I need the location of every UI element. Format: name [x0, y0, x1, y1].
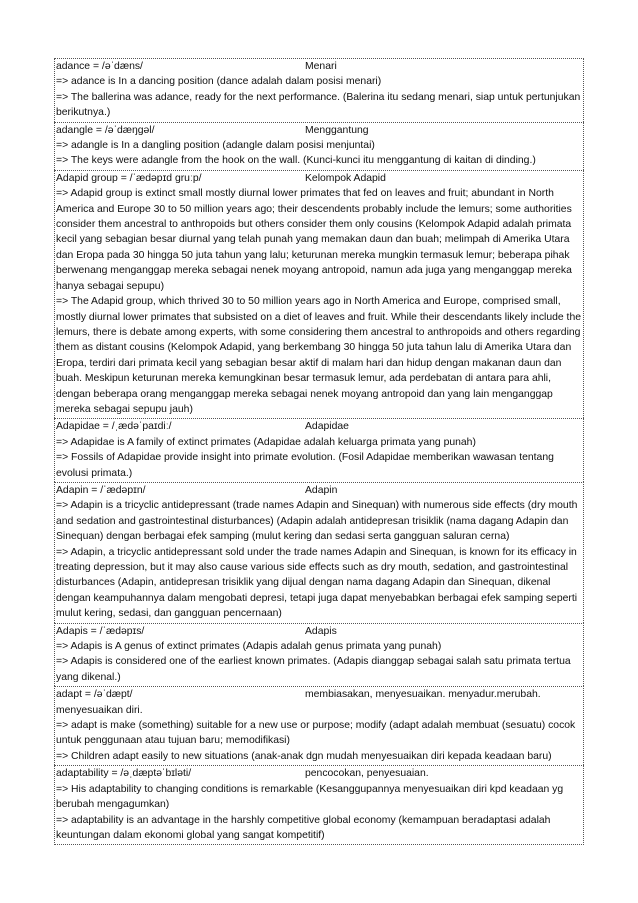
entry-example: => The Adapid group, which thrived 30 to 50 million years ago in North America and Europe, comprised small, mostly diurnal lower primates that subsisted on a diet of leaves and fruit. While their descendants likely include the lemurs, there is debate among experts, with some considering them ancestral to anthropoids and others regarding them as distant cousins (Kelompok Adapid, yang berkembang 30 hingga 50 juta tahun lalu di Amerika Utara dan Eropa, terdiri dari primata kecil yang sebagian besar aktif di malam hari dan hidup dengan makanan daun dan buah. Meskipun keturunan mereka kemungkinan besar termasuk lemur, ada perdebatan di antara para ahli, dengan beberapa orang menganggap mereka sebagai nenek moyang antropoid dan yang lain menganggap mereka sebagai sepupu jauh) — [56, 296, 581, 415]
entry-translation: Kelompok Adapid — [305, 172, 386, 184]
entry-definition: => Adapis is A genus of extinct primates (Adapis adalah genus primata yang punah) — [56, 641, 442, 653]
entry-term: Adapidae = /ˌædəˈpaɪdiː/ — [56, 421, 172, 433]
entry-example: => The keys were adangle from the hook on the wall. (Kunci-kunci itu menggantung di kaitan di dinding.) — [56, 155, 536, 167]
entry-example: => adaptability is an advantage in the harshly competitive global economy (kemampuan beradaptasi adalah keuntungan dalam ekonomi global yang sangat kompetitif) — [56, 814, 551, 841]
entry-header — [56, 419, 583, 434]
dictionary-document — [54, 58, 584, 845]
entry-definition: => adapt is make (something) suitable for a new use or purpose; modify (adapt adalah membuat (sesuatu) cocok untuk penggunaan atau tujuan baru; memodifikasi) — [56, 720, 576, 747]
entry-adapid-group — [54, 170, 584, 419]
entry-translation: Menari — [305, 61, 337, 72]
entry-definition: => Adapin is a tricyclic antidepressant (trade names Adapin and Sinequan) with numerous side effects (dry mouth and sedation and gastrointestinal disturbances) (Adapin adalah antidepresan trisiklik (nama dagang Adapin dan Sinequan) dengan berbagai efek samping (mulut kering dan sedasi serta gangguan saluran cerna) — [56, 500, 578, 543]
entry-header — [56, 766, 583, 781]
entry-term: Adapid group = /ˈædəpɪd gruːp/ — [56, 172, 202, 184]
entry-translation: membiasakan, menyesuaikan. menyadur.merubah. — [305, 689, 541, 701]
entry-example: => Children adapt easily to new situations (anak-anak dgn mudah menyesuaikan diri kepada keadaan baru) — [56, 750, 552, 762]
entry-header — [56, 624, 583, 639]
entry-adapis — [54, 623, 584, 687]
entry-definition: => Adapid group is extinct small mostly diurnal lower primates that fed on leaves and fruit; abundant in North America and Europe 30 to 50 million years ago; their descendents probably include the lemurs; some authorities consider them ancestral to anthropoids but others consider them only cousins (Kelompok Adapid adalah primata kecil yang sebagian besar diurnal yang telah punah yang memakan daun dan buah; melimpah di Amerika Utara dan Eropa pada 30 hingga 50 juta tahun yang lalu; keturunan mereka mungkin termasuk lemur; beberapa pihak berwenang menganggap mereka sebagai nenek moyang antropoid, namun ada juga yang menganggap mereka hanya sebagai sepupu) — [56, 188, 572, 292]
entry-term: adaptability = /əˌdæptəˈbɪləti/ — [56, 768, 192, 780]
entry-translation: Adapidae — [305, 421, 349, 433]
entry-term: adangle = /əˈdæŋgəl/ — [56, 124, 155, 136]
entry-adance — [54, 58, 584, 122]
entry-adapin — [54, 482, 584, 623]
entry-example: => Adapin, a tricyclic antidepressant sold under the trade names Adapin and Sinequan, is known for its efficacy in treating depression, but it may also cause various side effects such as dry mouth, sedation, and gastrointestinal disturbances (Adapin, antidepresan trisiklik yang dijual dengan nama dagang Adapin dan Sinequan, dikenal dengan keampuhannya dalam mengobati depresi, tetapi juga dapat menyebabkan berbagai efek samping seperti mulut kering, sedasi, dan gangguan pencernaan) — [56, 546, 578, 620]
entry-definition: => adance is In a dancing position (dance adalah dalam posisi menari) — [56, 76, 382, 88]
entry-translation: Menggantung — [305, 124, 369, 136]
entry-example: => Adapis is considered one of the earliest known primates. (Adapis dianggap sebagai salah satu primata tertua yang dikenal.) — [56, 656, 571, 683]
entry-term: Adapin = /ˈædəpɪn/ — [56, 484, 146, 496]
entry-header — [56, 123, 583, 138]
entry-adaptability — [54, 765, 584, 845]
entry-translation: Adapin — [305, 484, 338, 496]
entry-term: Adapis = /ˈædəpɪs/ — [56, 625, 145, 637]
entry-definition: => Adapidae is A family of extinct primates (Adapidae adalah keluarga primata yang punah) — [56, 436, 476, 448]
entry-header — [56, 59, 583, 74]
entry-term: adapt = /əˈdæpt/ — [56, 689, 133, 701]
entry-header — [56, 687, 583, 702]
entry-translation-continued: menyesuaikan diri. — [56, 704, 143, 716]
entry-adangle — [54, 122, 584, 170]
entry-header — [56, 171, 583, 186]
entry-adapidae — [54, 418, 584, 482]
entry-term: adance = /əˈdæns/ — [56, 61, 143, 72]
entry-translation: Adapis — [305, 625, 337, 637]
entry-example: => His adaptability to changing conditions is remarkable (Kesanggupannya menyesuaikan diri kpd keadaan yg berubah mengagumkan) — [56, 783, 564, 811]
entry-translation: pencocokan, penyesuaian. — [305, 768, 429, 780]
entry-adapt — [54, 686, 584, 765]
entry-example: => Fossils of Adapidae provide insight into primate evolution. (Fosil Adapidae memberikan wawasan tentang evolusi primata.) — [56, 452, 554, 479]
entry-header — [56, 483, 583, 498]
entry-definition: => adangle is In a dangling position (adangle dalam posisi menjuntai) — [56, 140, 375, 152]
entry-example: => The ballerina was adance, ready for the next performance. (Balerina itu sedang menari, siap untuk pertunjukan berikutnya.) — [56, 91, 581, 119]
